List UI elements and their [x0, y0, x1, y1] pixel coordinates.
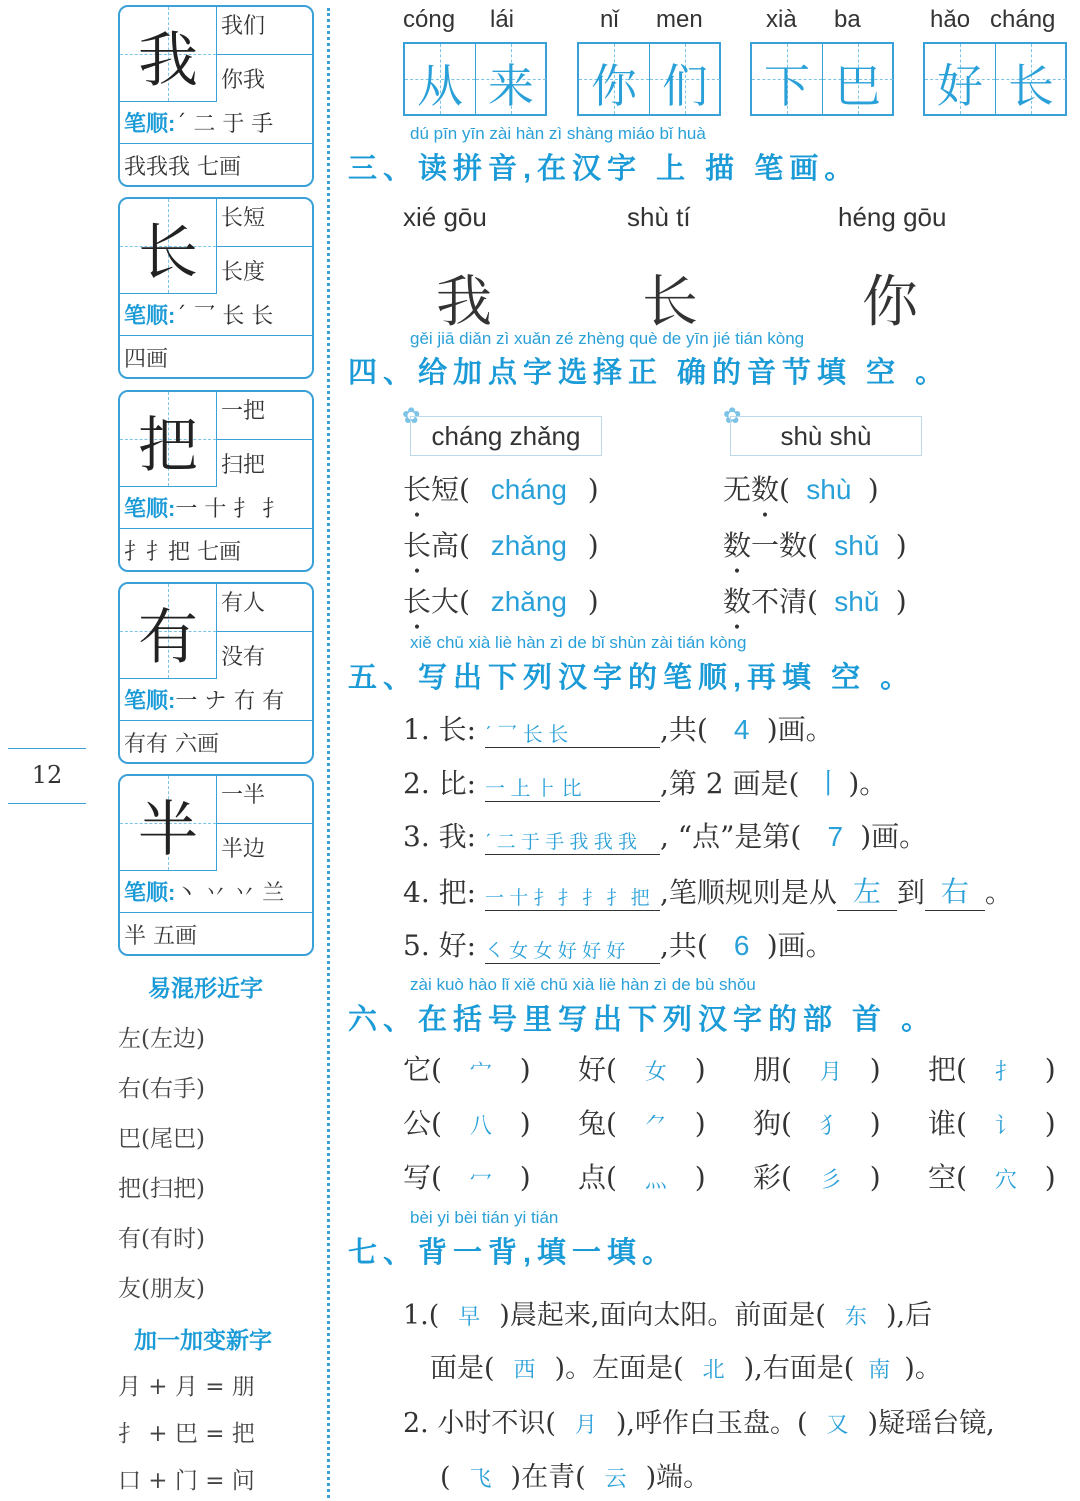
- trace-char: 我: [436, 270, 492, 335]
- pinyin: lái: [490, 6, 515, 33]
- card-word: 没有: [221, 645, 266, 670]
- row-text: )。: [848, 767, 888, 800]
- tianzige-word: [403, 42, 547, 116]
- section-heading: 六、在括号里写出下列汉字的部 首 。: [348, 1004, 937, 1036]
- dotted-divider: [327, 8, 330, 1498]
- answer[interactable]: zhǎng: [490, 530, 567, 561]
- card-char: 半: [138, 795, 198, 865]
- answer[interactable]: 犭: [819, 1113, 842, 1138]
- card-word: 半边: [221, 837, 266, 862]
- confusable-item: 友(朋友): [118, 1276, 205, 1302]
- char-card: [118, 390, 314, 572]
- answer[interactable]: 飞: [469, 1466, 492, 1491]
- card-strokes: [124, 492, 284, 523]
- tianzige-word: [577, 42, 721, 116]
- word-part: 不清: [751, 585, 808, 618]
- line-text: 2. 小时不识(: [403, 1408, 556, 1439]
- card-divider: [216, 631, 312, 632]
- confusables-title: 易混形近字: [148, 975, 263, 1001]
- stroke-label: 笔顺:: [124, 688, 176, 713]
- answer[interactable]: 月: [819, 1059, 842, 1084]
- page-number-box: [8, 748, 86, 804]
- answer[interactable]: 讠: [994, 1113, 1017, 1138]
- confusable-item: 右(右手): [118, 1076, 205, 1102]
- radical-item: 兔( ⺈ ): [578, 1107, 706, 1140]
- confusable-item: 把(扫把): [118, 1176, 205, 1202]
- tianzige-word: [923, 42, 1067, 116]
- line-text: )晨起来,面向太阳。前面是(: [499, 1300, 826, 1331]
- poem-line: [440, 1455, 710, 1494]
- char-card: [118, 5, 314, 187]
- option-box: shù shù: [730, 416, 922, 456]
- radical-char: 彩: [753, 1161, 782, 1194]
- card-word: 长度: [221, 260, 266, 285]
- line-text: )。: [904, 1353, 942, 1384]
- answer[interactable]: shù: [806, 474, 852, 505]
- section-heading: 三、读拼音,在汉字 上 描 笔画。: [348, 153, 860, 185]
- line-text: ),右面是(: [743, 1353, 855, 1384]
- card-word: 扫把: [221, 453, 266, 478]
- card-count: 四画: [124, 347, 169, 372]
- radical-item: 空( 穴 ): [928, 1161, 1056, 1194]
- stroke-answer[interactable]: ˊ 乛 长 长: [485, 718, 660, 748]
- answer[interactable]: shǔ: [834, 530, 880, 561]
- answer[interactable]: 穴: [994, 1167, 1017, 1192]
- tianzige-cell: [925, 44, 995, 114]
- card-count: 有有 六画: [124, 732, 219, 757]
- radical-row: [403, 1102, 1056, 1142]
- answer[interactable]: shǔ: [834, 586, 880, 617]
- card-divider: [120, 528, 312, 529]
- pinyin: ba: [834, 6, 861, 33]
- row-text: ,共(: [659, 929, 708, 962]
- radical-item: 公( 八 ): [403, 1107, 531, 1140]
- choice-row: 长短( cháng ): [403, 473, 599, 506]
- dotted-char: 数: [723, 529, 752, 562]
- row-text: 。: [984, 876, 1013, 909]
- card-divider: [216, 439, 312, 440]
- heading-pinyin: zài kuò hào lǐ xiě chū xià liè hàn zì de bù shǒu: [410, 975, 756, 994]
- answer[interactable]: 4: [733, 714, 750, 745]
- card-divider: [120, 143, 312, 144]
- tianzige-cell: [579, 44, 649, 114]
- option-box: cháng zhǎng: [410, 416, 602, 456]
- answer[interactable]: 右: [925, 870, 985, 911]
- row-label: 4. 把:: [403, 876, 477, 909]
- dotted-char: 长: [403, 585, 432, 618]
- tianzige-cell: [822, 44, 893, 114]
- trace-char: 你: [862, 270, 918, 335]
- choice-row: 长大( zhǎng ): [403, 585, 599, 618]
- pinyin: cháng: [990, 6, 1056, 33]
- row-text: )画。: [860, 820, 928, 853]
- poem-line: [430, 1346, 942, 1385]
- char-card: [118, 774, 314, 956]
- tianzige-cell: [475, 44, 546, 114]
- answer[interactable]: 八: [469, 1113, 492, 1138]
- row-text: ,第 2 画是(: [659, 767, 800, 800]
- radical-char: 把: [928, 1053, 957, 1086]
- radical-item: 把( 扌 ): [928, 1053, 1056, 1086]
- card-word: 一半: [221, 783, 266, 808]
- row-label: 2. 比:: [403, 767, 477, 800]
- traced-char: 们: [662, 59, 708, 113]
- dotted-char: 长: [403, 473, 432, 506]
- answer[interactable]: 宀: [469, 1059, 492, 1084]
- word-part: 无: [723, 473, 752, 506]
- section-heading: 五、写出下列汉字的笔顺,再填 空 。: [348, 662, 916, 694]
- card-strokes: [124, 876, 284, 907]
- row-text: ,笔顺规则是从: [659, 876, 837, 909]
- answer[interactable]: 早: [458, 1304, 481, 1329]
- radical-item: 它( 宀 ): [403, 1053, 531, 1086]
- tianzige-cell: [649, 44, 720, 114]
- heading-pinyin: dú pīn yīn zài hàn zì shàng miáo bǐ huà: [410, 124, 706, 143]
- radical-item: 谁( 讠 ): [928, 1107, 1056, 1140]
- card-char: 长: [138, 218, 198, 288]
- card-word: 一把: [221, 399, 266, 424]
- stroke-answer[interactable]: 一 上 ⺊ 比: [485, 772, 660, 802]
- tianzige-cell: [995, 44, 1066, 114]
- card-strokes: [124, 299, 273, 330]
- answer[interactable]: 西: [513, 1357, 536, 1382]
- stroke-label: 笔顺:: [124, 111, 176, 136]
- word-part: 大: [431, 585, 460, 618]
- char-card: [118, 582, 314, 764]
- radical-char: 好: [578, 1053, 607, 1086]
- confusable-item: 有(有时): [118, 1226, 205, 1252]
- pinyin: nǐ: [600, 6, 619, 33]
- card-count: 半 五画: [124, 924, 197, 949]
- line-text: )疑瑶台镜,: [867, 1408, 995, 1439]
- word-part: 短: [431, 473, 460, 506]
- pinyin: hǎo: [930, 6, 971, 33]
- card-word: 长短: [221, 206, 266, 231]
- tianzige-cell: [405, 44, 475, 114]
- confusable-item: 左(左边): [118, 1026, 205, 1052]
- radical-item: 彩( 彡 ): [753, 1161, 881, 1194]
- dotted-char: 数: [723, 585, 752, 618]
- stroke-label: 笔顺:: [124, 880, 176, 905]
- word-part: 一数: [751, 529, 808, 562]
- row-label: 3. 我:: [403, 820, 477, 853]
- answer[interactable]: 南: [868, 1357, 891, 1382]
- radical-item: 狗( 犭 ): [753, 1107, 881, 1140]
- card-divider: [216, 54, 312, 55]
- answer[interactable]: 扌: [994, 1059, 1017, 1084]
- flower-icon: ✿: [723, 404, 742, 429]
- radical-char: 狗: [753, 1107, 782, 1140]
- card-divider: [120, 912, 312, 913]
- answer[interactable]: 月: [574, 1412, 597, 1437]
- traced-char: 下: [764, 59, 810, 113]
- trace-char: 长: [642, 270, 698, 335]
- answer[interactable]: 北: [702, 1357, 725, 1382]
- card-divider: [120, 720, 312, 721]
- answer[interactable]: 丨: [814, 768, 843, 799]
- row-text: )画。: [766, 713, 834, 746]
- dotted-char: 长: [403, 529, 432, 562]
- stroke-row: [403, 815, 927, 855]
- stroke-seq: ˊ 二 于 手: [175, 112, 274, 137]
- traced-char: 你: [591, 59, 637, 113]
- line-text: ),呼作白玉盘。(: [615, 1408, 808, 1439]
- answer[interactable]: 彡: [819, 1167, 842, 1192]
- line-text: 1.(: [403, 1300, 440, 1331]
- card-word: 有人: [221, 591, 266, 616]
- stroke-row: [403, 708, 834, 748]
- card-word: 你我: [221, 68, 266, 93]
- radical-item: 朋( 月 ): [753, 1053, 881, 1086]
- stroke-type-label: xié gōu: [403, 202, 487, 232]
- card-char: 把: [138, 411, 198, 481]
- radical-row: [403, 1048, 1056, 1088]
- card-strokes: [124, 684, 284, 715]
- stroke-answer[interactable]: ㇛ 女 女 好 好 好: [485, 936, 660, 964]
- stroke-row: [403, 924, 834, 964]
- answer[interactable]: 东: [844, 1304, 867, 1329]
- stroke-label: 笔顺:: [124, 496, 176, 521]
- add-chars-title: 加一加变新字: [134, 1327, 272, 1353]
- stroke-answer[interactable]: 一 十 扌 扌 扌 扌 把: [485, 883, 660, 911]
- choice-row: 数不清( shǔ ): [723, 585, 907, 618]
- stroke-seq: 一 ナ 冇 有: [175, 689, 285, 714]
- radical-char: 写: [403, 1161, 432, 1194]
- section-heading: 七、背一背,填一填。: [348, 1237, 678, 1269]
- line-text: )在青(: [510, 1462, 586, 1493]
- radical-char: 朋: [753, 1053, 782, 1086]
- traced-char: 好: [937, 59, 983, 113]
- answer[interactable]: ⺈: [644, 1113, 667, 1138]
- card-divider: [216, 823, 312, 824]
- answer[interactable]: 又: [826, 1412, 849, 1437]
- tianzige-word: [750, 42, 894, 116]
- tianzige-cell: [752, 44, 822, 114]
- answer[interactable]: 7: [827, 821, 844, 852]
- card-divider: [216, 246, 312, 247]
- poem-line: [403, 1401, 995, 1440]
- answer[interactable]: 左: [837, 870, 897, 911]
- line-text: (: [440, 1462, 451, 1493]
- card-count: 我我我 七画: [124, 155, 241, 180]
- stroke-type-label: héng gōu: [838, 202, 947, 232]
- row-text: 到: [896, 876, 925, 909]
- card-strokes: [124, 107, 273, 138]
- stroke-row: [403, 762, 887, 802]
- traced-char: 巴: [835, 59, 881, 113]
- stroke-row: [403, 870, 1013, 911]
- dotted-char: 数: [751, 473, 780, 506]
- card-char: 我: [138, 26, 198, 96]
- stroke-seq: 一 十 扌 扌: [175, 497, 285, 522]
- line-text: ),后: [885, 1300, 933, 1331]
- answer[interactable]: 灬: [644, 1167, 667, 1192]
- stroke-type-label: shù tí: [627, 202, 691, 232]
- card-divider: [120, 335, 312, 336]
- radical-char: 谁: [928, 1107, 957, 1140]
- heading-pinyin: xiě chū xià liè hàn zì de bǐ shùn zài tián kòng: [410, 633, 747, 652]
- radical-char: 公: [403, 1107, 432, 1140]
- card-char: 有: [138, 603, 198, 673]
- pinyin: men: [656, 6, 703, 33]
- radical-char: 点: [578, 1161, 607, 1194]
- choice-row: 无数( shù ): [723, 473, 879, 506]
- radical-char: 它: [403, 1053, 432, 1086]
- answer[interactable]: 6: [733, 930, 750, 961]
- row-label: 5. 好:: [403, 929, 477, 962]
- traced-char: 长: [1008, 59, 1054, 113]
- answer[interactable]: cháng: [490, 474, 567, 505]
- choice-row: 数一数( shǔ ): [723, 529, 907, 562]
- page-number: 12: [31, 761, 63, 789]
- answer[interactable]: 女: [644, 1059, 667, 1084]
- radical-item: 点( 灬 ): [578, 1161, 706, 1194]
- traced-char: 来: [488, 59, 534, 113]
- radical-char: 空: [928, 1161, 957, 1194]
- add-char-item: 扌 + 巴 = 把: [118, 1421, 255, 1447]
- add-char-item: 月 + 月 = 朋: [118, 1374, 255, 1400]
- line-text: 面是(: [430, 1353, 495, 1384]
- add-char-item: 口 + 门 = 问: [118, 1468, 255, 1494]
- word-part: 高: [431, 529, 460, 562]
- row-label: 1. 长:: [403, 713, 477, 746]
- heading-pinyin: gěi jiā diǎn zì xuǎn zé zhèng què de yīn jié tián kòng: [410, 329, 805, 348]
- card-word: 我们: [221, 14, 266, 39]
- radical-char: 兔: [578, 1107, 607, 1140]
- row-text: ,共(: [659, 713, 708, 746]
- stroke-seq: ˊ 乛 长 长: [175, 304, 274, 329]
- traced-char: 从: [417, 59, 463, 113]
- choice-row: 长高( zhǎng ): [403, 529, 599, 562]
- answer[interactable]: zhǎng: [490, 586, 567, 617]
- section-heading: 四、给加点字选择正 确的音节填 空 。: [348, 357, 951, 389]
- char-card: [118, 197, 314, 379]
- row-text: )画。: [766, 929, 834, 962]
- stroke-label: 笔顺:: [124, 303, 176, 328]
- poem-line: [403, 1293, 932, 1332]
- row-text: , “点”是第(: [659, 820, 802, 853]
- stroke-seq: 丶 丷 丷 兰: [175, 881, 285, 906]
- radical-item: 写( 冖 ): [403, 1161, 531, 1194]
- line-text: )。左面是(: [554, 1353, 684, 1384]
- radical-item: 好( 女 ): [578, 1053, 706, 1086]
- flower-icon: ✿: [402, 404, 421, 429]
- card-count: 扌扌把 七画: [124, 540, 241, 565]
- stroke-answer[interactable]: ˊ 二 于 手 我 我 我: [485, 827, 660, 855]
- answer[interactable]: 冖: [469, 1167, 492, 1192]
- heading-pinyin: bèi yi bèi tián yi tián: [410, 1208, 559, 1227]
- pinyin: xià: [766, 6, 797, 33]
- pinyin: cóng: [403, 6, 456, 33]
- radical-row: [403, 1156, 1056, 1196]
- answer[interactable]: 云: [604, 1466, 627, 1491]
- confusable-item: 巴(尾巴): [118, 1126, 205, 1152]
- line-text: )端。: [645, 1462, 711, 1493]
